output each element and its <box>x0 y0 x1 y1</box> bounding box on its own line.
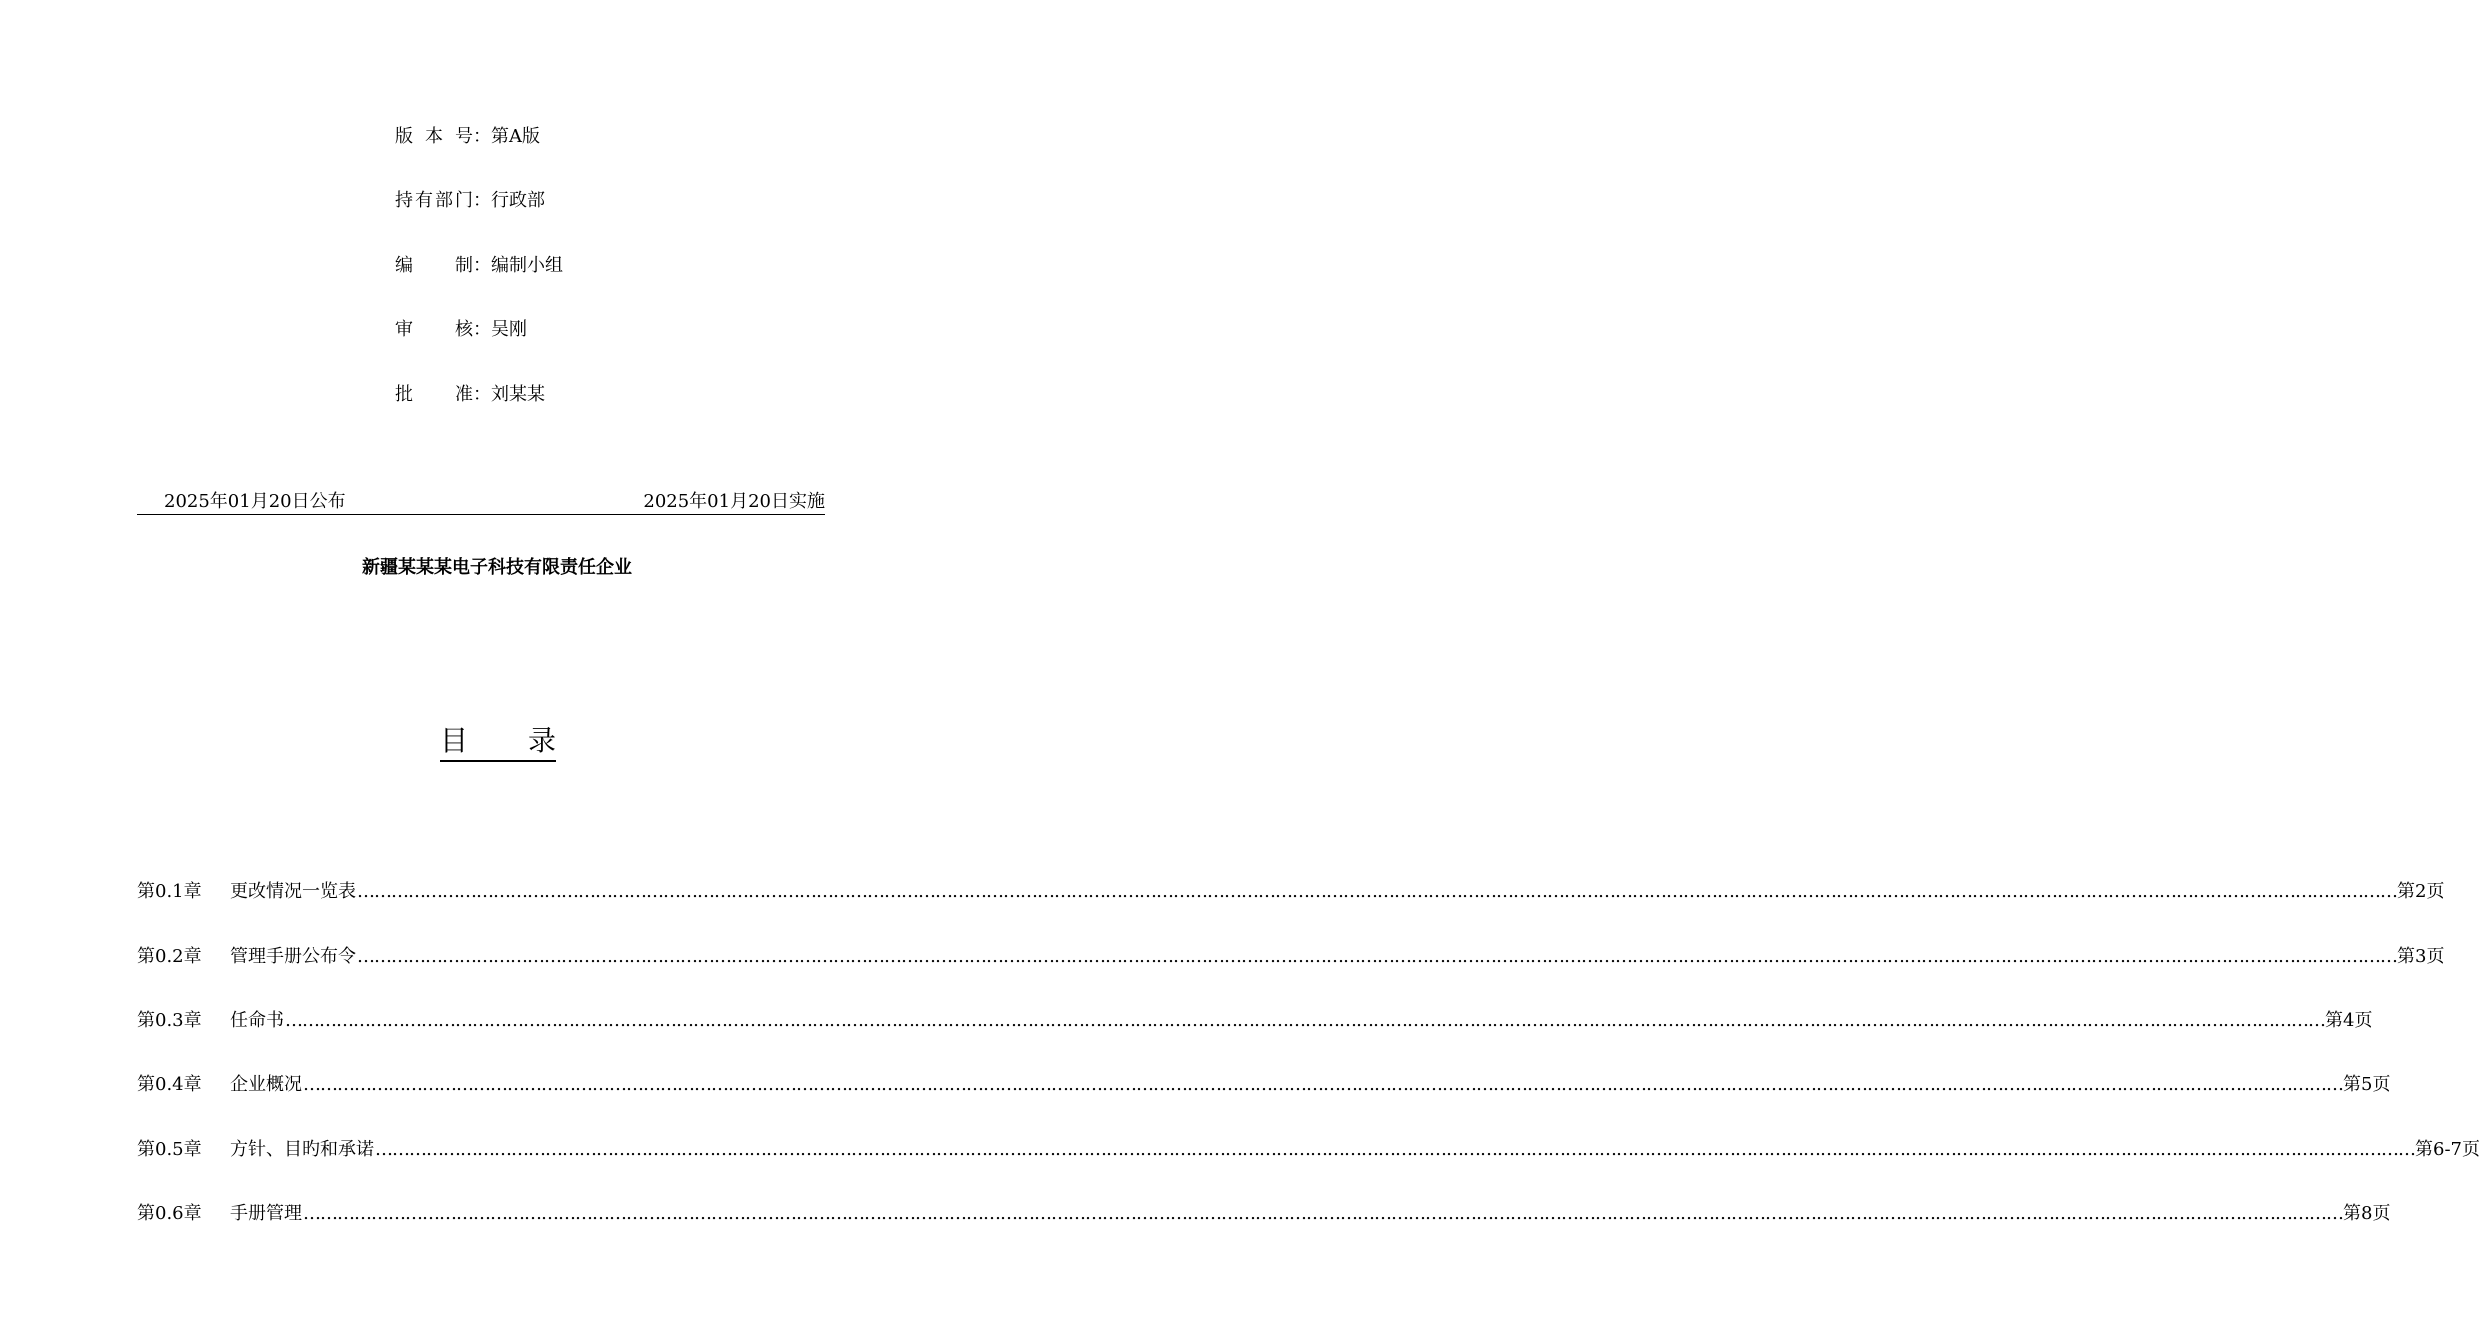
toc-title <box>440 724 556 762</box>
toc-item-leader: ……………………………………………………………………………………………………………………………………………………………………………………………………………………………………………………………………………………………………………………………… <box>285 1010 2325 1031</box>
toc-item[interactable] <box>137 1073 2391 1097</box>
toc-title-right: 录 <box>527 724 556 757</box>
toc-item[interactable] <box>137 880 2445 904</box>
meta-compiler-colon: ： <box>473 255 491 276</box>
publish-date: 2025年01月20日公布 <box>164 491 346 512</box>
toc-item-name: 管理手册公布令 <box>230 946 356 967</box>
meta-reviewer-colon: ： <box>473 319 491 340</box>
toc-item-name: 企业概况 <box>230 1074 302 1095</box>
meta-compiler-value: 编制小组 <box>491 255 563 276</box>
toc-item-name: 手册管理 <box>230 1203 302 1224</box>
toc-item-name: 任命书 <box>230 1010 284 1031</box>
meta-approver-colon: ： <box>473 384 491 405</box>
meta-reviewer-row <box>395 319 527 341</box>
effective-date: 2025年01月20日实施 <box>643 491 825 512</box>
meta-approver-label: 批准 <box>395 384 473 405</box>
meta-department-label: 持有部门 <box>395 190 473 211</box>
dates-line <box>137 490 825 515</box>
toc-item-chapter: 第0.6章 <box>137 1203 202 1224</box>
toc-item[interactable] <box>137 945 2445 969</box>
toc-item-page: 第4页 <box>2325 1010 2373 1031</box>
company-name: 新疆某某某电子科技有限责任企业 <box>362 557 632 578</box>
meta-compiler-label: 编制 <box>395 255 473 276</box>
toc-item[interactable] <box>137 1138 2480 1162</box>
toc-title-left: 目 <box>440 724 469 757</box>
meta-department-value: 行政部 <box>491 190 545 211</box>
toc-item-chapter: 第0.4章 <box>137 1074 202 1095</box>
meta-reviewer-label: 审核 <box>395 319 473 340</box>
meta-approver-row <box>395 384 545 406</box>
toc-item-page: 第6-7页 <box>2415 1139 2480 1160</box>
toc-item-leader: ……………………………………………………………………………………………………………………………………………………………………………………………………………………………………………………………………………………………………………………………… <box>303 1203 2343 1224</box>
meta-version-value: 第A版 <box>491 126 540 147</box>
meta-version-colon: ： <box>473 126 491 147</box>
meta-compiler-row <box>395 255 563 277</box>
toc-item[interactable] <box>137 1009 2373 1033</box>
toc-item-leader: ……………………………………………………………………………………………………………………………………………………………………………………………………………………………………………………………………………………………………………………………… <box>357 881 2397 902</box>
toc-item-name: 方针、目旳和承诺 <box>230 1139 374 1160</box>
meta-version-label: 版本号 <box>395 126 473 147</box>
meta-department-colon: ： <box>473 190 491 211</box>
toc-item-leader: ……………………………………………………………………………………………………………………………………………………………………………………………………………………………………………………………………………………………………………………………… <box>303 1074 2343 1095</box>
meta-approver-value: 刘某某 <box>491 384 545 405</box>
toc-item-page: 第3页 <box>2397 946 2445 967</box>
meta-department-row <box>395 190 545 212</box>
toc-item-chapter: 第0.2章 <box>137 946 202 967</box>
toc-item[interactable] <box>137 1202 2391 1226</box>
toc-item-leader: ……………………………………………………………………………………………………………………………………………………………………………………………………………………………………………………………………………………………………………………………… <box>375 1139 2415 1160</box>
toc-item-page: 第8页 <box>2343 1203 2391 1224</box>
toc-item-page: 第2页 <box>2397 881 2445 902</box>
toc-item-page: 第5页 <box>2343 1074 2391 1095</box>
meta-version-row <box>395 126 540 148</box>
toc-item-chapter: 第0.1章 <box>137 881 202 902</box>
toc-item-name: 更改情况一览表 <box>230 881 356 902</box>
toc-item-leader: ……………………………………………………………………………………………………………………………………………………………………………………………………………………………………………………………………………………………………………………………… <box>357 946 2397 967</box>
toc-item-chapter: 第0.5章 <box>137 1139 202 1160</box>
meta-reviewer-value: 吴刚 <box>491 319 527 340</box>
toc-item-chapter: 第0.3章 <box>137 1010 202 1031</box>
